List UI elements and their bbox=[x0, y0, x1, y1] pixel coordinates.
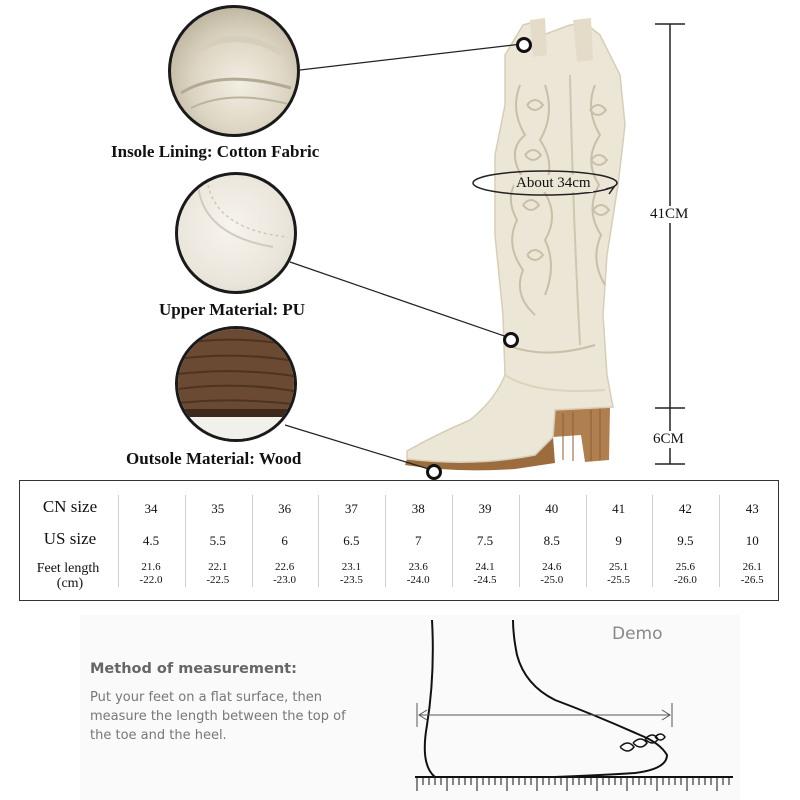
cn-size-cell: 35 bbox=[211, 501, 225, 516]
feet-length-max-cell: -26.0 bbox=[673, 574, 697, 586]
column-divider bbox=[719, 495, 720, 587]
us-size-cell: 9.5 bbox=[677, 533, 694, 548]
us-size-cell: 4.5 bbox=[142, 533, 160, 548]
shaft-height-label: 41CM bbox=[650, 206, 689, 222]
cn-size-cell: 40 bbox=[545, 501, 559, 516]
cn-size-label: CN size bbox=[42, 497, 98, 516]
cn-size-cell: 37 bbox=[344, 501, 358, 516]
feet-length-min-cell: 25.6 bbox=[675, 561, 696, 573]
column-divider bbox=[385, 495, 386, 587]
upper-caption: Upper Material: PU bbox=[159, 300, 306, 319]
us-size-label: US size bbox=[43, 529, 97, 548]
column-divider bbox=[652, 495, 653, 587]
feet-length-min-cell: 24.6 bbox=[542, 561, 562, 573]
feet-length-max-cell: -23.0 bbox=[273, 574, 297, 586]
cn-size-cell: 43 bbox=[745, 501, 759, 516]
cn-size-cell: 42 bbox=[678, 501, 692, 516]
measurement-instructions bbox=[90, 688, 390, 745]
us-size-cell: 5.5 bbox=[209, 533, 226, 548]
feet-length-max-cell: -25.0 bbox=[540, 574, 564, 586]
cn-size-cell: 38 bbox=[411, 501, 425, 516]
measurement-title: Method of measurement: bbox=[90, 661, 297, 677]
feet-length-unit: (cm) bbox=[56, 576, 84, 591]
measurement-line-1: Put your feet on a flat surface, then bbox=[90, 690, 322, 705]
feet-length-max-cell: -24.0 bbox=[406, 574, 430, 586]
cn-size-cell: 34 bbox=[144, 501, 158, 516]
feet-length-max-cell: -22.5 bbox=[206, 574, 230, 586]
measurement-line-2: measure the length between the top of bbox=[90, 709, 346, 724]
us-size-cell: 9 bbox=[615, 533, 622, 548]
cn-size-cell: 36 bbox=[278, 501, 292, 516]
feet-length-max-cell: -25.5 bbox=[607, 574, 631, 586]
column-divider bbox=[318, 495, 319, 587]
column-divider bbox=[185, 495, 186, 587]
heel-height-label: 6CM bbox=[653, 431, 684, 447]
insole-caption: Insole Lining: Cotton Fabric bbox=[111, 142, 320, 161]
us-size-cell: 6 bbox=[281, 533, 288, 548]
outsole-detail-image bbox=[175, 326, 297, 442]
us-size-cell: 10 bbox=[745, 533, 759, 548]
feet-length-min-cell: 22.6 bbox=[274, 561, 295, 573]
feet-length-min-cell: 23.1 bbox=[341, 561, 362, 573]
upper-detail-image bbox=[175, 172, 297, 294]
column-divider bbox=[252, 495, 253, 587]
feet-length-min-cell: 22.1 bbox=[208, 561, 228, 573]
outsole-caption: Outsole Material: Wood bbox=[126, 449, 302, 468]
demo-label: Demo bbox=[612, 624, 663, 644]
us-size-cell: 8.5 bbox=[543, 533, 560, 548]
column-divider bbox=[452, 495, 453, 587]
feet-length-min-cell: 24.1 bbox=[475, 561, 495, 573]
us-size-cell: 7 bbox=[414, 533, 422, 548]
column-divider bbox=[519, 495, 520, 587]
upper-marker bbox=[503, 332, 519, 348]
cn-size-cell: 41 bbox=[612, 501, 626, 516]
insole-detail-image bbox=[168, 5, 300, 137]
measurement-line-3: the toe and the heel. bbox=[90, 728, 227, 743]
feet-length-max-cell: -24.5 bbox=[473, 574, 497, 586]
insole-marker bbox=[516, 37, 532, 53]
cn-size-cell: 39 bbox=[478, 501, 492, 516]
feet-length-max-cell: -26.5 bbox=[740, 574, 764, 586]
feet-length-min-cell: 21.6 bbox=[141, 561, 161, 573]
size-chart bbox=[19, 480, 779, 601]
us-size-cell: 7.5 bbox=[476, 533, 494, 548]
feet-length-min-cell: 26.1 bbox=[742, 561, 762, 573]
feet-length-max-cell: -22.0 bbox=[139, 574, 163, 586]
outsole-marker bbox=[426, 464, 442, 480]
us-size-cell: 6.5 bbox=[343, 533, 360, 548]
column-divider bbox=[118, 495, 119, 587]
feet-length-min-cell: 25.1 bbox=[608, 561, 629, 573]
feet-length-max-cell: -23.5 bbox=[339, 574, 363, 586]
circumference-label: About 34cm bbox=[516, 175, 591, 191]
feet-length-min-cell: 23.6 bbox=[408, 561, 428, 573]
foot-measurement-diagram bbox=[405, 615, 740, 800]
column-divider bbox=[586, 495, 587, 587]
feet-length-label: Feet length bbox=[36, 561, 100, 576]
